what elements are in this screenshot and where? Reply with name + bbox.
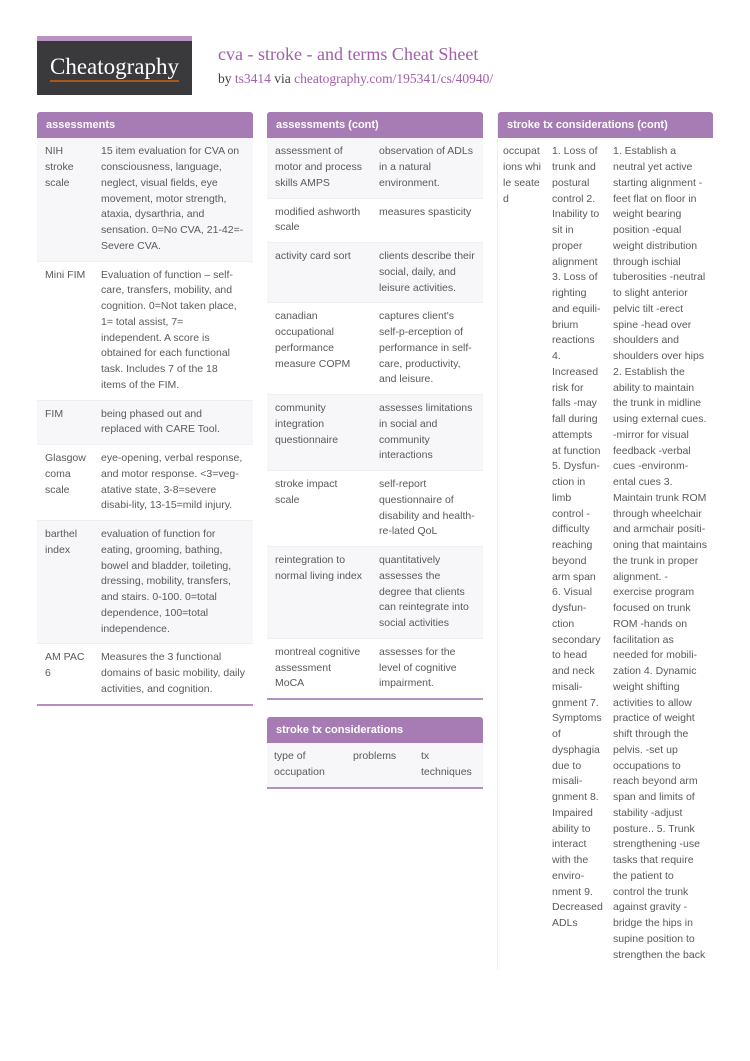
assessments-cont-table	[267, 112, 483, 700]
table-row	[267, 743, 483, 787]
table-cell: 1. Establish a neutral yet active starting alignment - feet flat on floor in weight bearing position -equal weight distribution through ischial tuberosities -neutral to slight anterior pelvic tilt -erect spine -head over shoulders and shoulders over hips 2. Establish the ability to maintain the trunk in midline using external cues. -mirror for visual feedback -verbal cues -environm-ental cues 3. Maintain trunk ROM through wheelchair and armchair positi-oning that maintains the trunk in proper alignment. - exercise program focused on trunk ROM -hands on facilitation as needed for mobili-zation 4. Dynamic weight shifting activities to allow practice of weight shift through the pelvis. -set up occupations to reach beyond arm span and limits of stability -adjust posture.. 5. Trunk strengthening -use tasks that require the patient to control the trunk against gravity - bridge the hips in supine position to strengthen the back	[613, 145, 707, 961]
table-cell: being phased out and replaced with CARE Tool.	[101, 407, 220, 436]
sheet-url-link[interactable]: cheatography.com/195341/cs/40940/	[294, 70, 494, 86]
cheatography-logo-text: Cheatography	[50, 55, 179, 82]
column-2	[267, 112, 483, 789]
author-link[interactable]: ts3414	[234, 70, 271, 86]
table-cell: problems	[353, 750, 397, 763]
title-block	[218, 36, 493, 87]
table-cell: modified ashworth scale	[275, 205, 361, 234]
assessments-table	[37, 112, 253, 706]
table-row	[37, 520, 253, 643]
table-title: assessments (cont)	[267, 112, 483, 138]
table-row	[267, 242, 483, 302]
table-title: assessments	[37, 112, 253, 138]
table-row	[498, 138, 713, 969]
table-cell: assessment of motor and process skills AMPS	[275, 145, 362, 189]
table-row	[37, 400, 253, 445]
table-cell: self-report questionnaire of disability and health-re-lated QoL	[379, 478, 475, 538]
page-title: cva - stroke - and terms Cheat Sheet	[218, 44, 479, 64]
table-cell: activity card sort	[275, 250, 351, 263]
table-cell: Measures the 3 functional domains of basic mobility, daily activities, and cognition.	[101, 651, 245, 695]
table-title: stroke tx considerations (cont)	[498, 112, 713, 138]
table-title: stroke tx considerations	[267, 717, 483, 743]
table-cell: 1. Loss of trunk and postural control 2. Inability to sit in proper alignment 3. Loss of righting and equili-brium reactions 4. Increased risk for falls -may fall during attempts at function 5. Dysfun-ction in limb control - difficulty reaching beyond arm span 6. Visual dysfun-ction secondary to head and neck misali-gnment 7. Symptoms of dysphagia due to misali-gnment 8. Impaired ability to interact with the enviro-nment 9. Decreased ADLs	[552, 145, 603, 930]
column-1	[37, 112, 253, 706]
table-row	[37, 261, 253, 400]
table-row	[267, 138, 483, 197]
table-row	[267, 394, 483, 470]
table-cell: tx techniques	[421, 750, 472, 779]
table-row	[267, 302, 483, 394]
table-cell: montreal cognitive assessment MoCA	[275, 645, 361, 690]
table-cell: Evaluation of function – self-care, transfers, mobility, and cognition. 0=Not taken place, 1= total assist, 7= independent. A score is obtained for each functional task. Includes 7 of the 18 items of the FIM.	[101, 268, 237, 391]
byline	[218, 71, 493, 87]
table-cell: observation of ADLs in a natural environment.	[379, 145, 473, 189]
table-cell: assesses limitations in social and community interactions	[379, 402, 473, 462]
table-cell: assesses for the level of cognitive impairment.	[379, 645, 457, 690]
table-row	[37, 643, 253, 703]
table-cell: barthel index	[45, 528, 78, 556]
content-columns	[37, 112, 713, 969]
table-cell: clients describe their social, daily, and leisure activities.	[379, 250, 475, 294]
table-row	[37, 444, 253, 520]
table-cell: AM PAC 6	[45, 651, 85, 680]
page-header	[37, 36, 720, 95]
byline-via: via	[274, 70, 291, 86]
table-cell: FIM	[45, 407, 64, 420]
table-cell: evaluation of function for eating, grooming, bathing, bowel and bladder, toileting, dressing, mobility, transfers, and stairs. 0-100. 0=total dependence, 100=total independence.	[101, 528, 232, 635]
table-cell: measures spasticity	[379, 205, 472, 218]
table-row	[267, 546, 483, 638]
table-cell: eye-opening, verbal response, and motor response. <3=veg-atative state, 3-8=severe disabi-lity, 13-15=mild injury.	[101, 452, 243, 512]
table-row	[37, 138, 253, 260]
table-cell: canadian occupational performance measure COPM	[275, 310, 351, 370]
table-cell: 15 item evaluation for CVA on consciousness, language, neglect, visual fields, eye movement, motor strength, ataxia, dysarthria, and sensation. 0=No CVA, 21-42=- Severe CVA.	[101, 145, 244, 252]
table-cell: Glasgow coma scale	[45, 452, 86, 496]
stroke-tx-considerations-table	[267, 717, 483, 789]
table-cell: stroke impact scale	[275, 478, 338, 506]
table-cell: quantitatively assesses the degree that clients can reintegrate into social activities	[379, 554, 469, 630]
table-cell: occupations while seated	[503, 145, 541, 205]
cheatography-logo[interactable]	[37, 36, 192, 95]
stroke-tx-considerations-cont-table	[497, 112, 713, 969]
column-3	[497, 112, 713, 969]
byline-prefix: by	[218, 70, 232, 86]
table-cell: NIH stroke scale	[45, 145, 74, 189]
table-cell: community integration questionnaire	[275, 402, 339, 446]
table-cell: type of occupation	[274, 750, 325, 779]
table-cell: reintegration to normal living index	[275, 554, 362, 582]
table-row	[267, 638, 483, 698]
table-row	[267, 198, 483, 243]
table-cell: captures client's self-p-erception of performance in self-care, productivity, and leisure.	[379, 310, 472, 386]
table-row	[267, 470, 483, 546]
table-cell: Mini FIM	[45, 268, 86, 281]
